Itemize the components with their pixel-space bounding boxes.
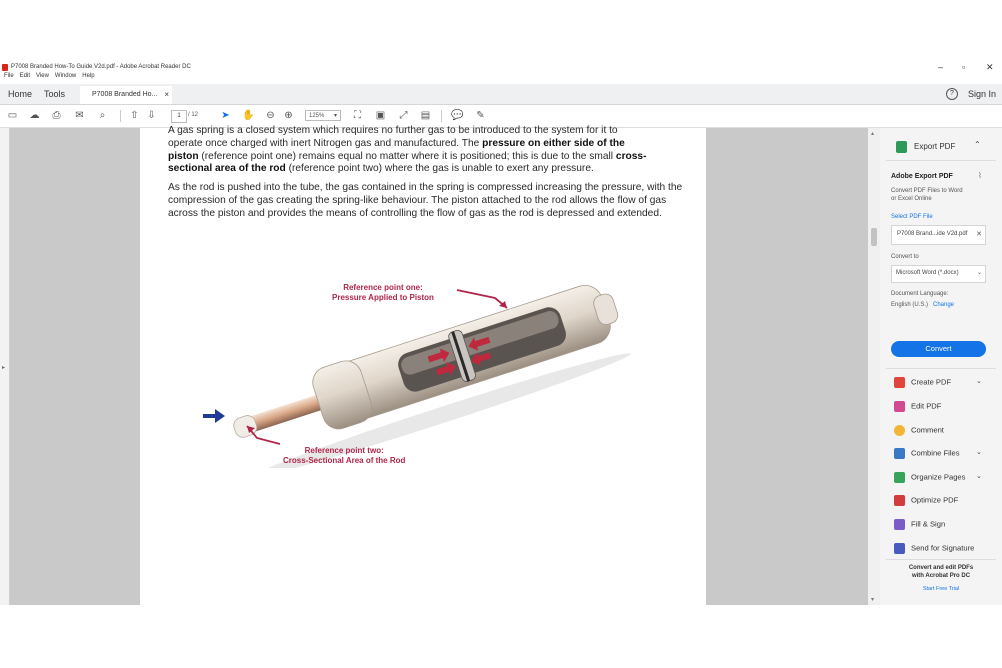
para1-bold4: sectional area of the rod — [168, 163, 286, 175]
tool-fill-sign[interactable] — [894, 519, 945, 530]
document-language-value: English (U.S.) — [891, 302, 929, 308]
chevron-down-icon: ⌄ — [976, 270, 982, 276]
menu-file[interactable]: File — [4, 73, 14, 79]
page-total: / 12 — [188, 112, 199, 118]
export-desc-2: or Excel Online — [891, 196, 932, 202]
document-language-label: Document Language: — [891, 291, 949, 297]
next-page-icon[interactable]: ⇩ — [147, 110, 156, 121]
comment-icon[interactable]: 💬 — [451, 110, 464, 121]
callout-1-arrow — [457, 290, 507, 308]
push-direction-arrow — [203, 409, 225, 423]
export-pdf-icon — [896, 141, 907, 153]
create-pdf-icon — [894, 377, 905, 388]
tool-send-for-signature[interactable] — [894, 543, 974, 554]
edit-pdf-icon — [894, 401, 905, 412]
full-screen-icon[interactable]: ⤢ — [399, 110, 408, 121]
promo-line-2: with Acrobat Pro DC — [911, 573, 971, 579]
acrobat-app-icon — [2, 64, 8, 71]
toolbar-divider — [441, 110, 442, 122]
tab-home[interactable]: Home — [8, 89, 33, 99]
save-icon[interactable]: ▭ — [7, 110, 18, 121]
promo-line-1: Convert and edit PDFs — [908, 565, 974, 571]
document-tab-label: P7008 Branded Ho... — [92, 91, 158, 98]
email-icon[interactable]: ✉ — [75, 110, 84, 121]
vertical-scrollbar[interactable] — [868, 128, 880, 605]
callout1-line1: Reference point one: — [343, 283, 423, 292]
callout1-line2: Pressure Applied to Piston — [332, 293, 434, 302]
combine-files-icon — [894, 448, 905, 459]
previous-page-icon[interactable]: ⇧ — [130, 110, 139, 121]
tool-label: Create PDF — [911, 377, 952, 387]
pen-icon[interactable]: ✎ — [476, 110, 485, 121]
search-icon[interactable]: ⌕ — [99, 110, 106, 121]
menu-help[interactable]: Help — [82, 73, 95, 79]
menu-edit[interactable]: Edit — [19, 73, 31, 79]
print-icon[interactable]: ⎙ — [52, 110, 61, 121]
tool-edit-pdf[interactable] — [894, 401, 941, 412]
comment-icon — [894, 425, 905, 436]
para1-bold2: piston — [168, 150, 199, 162]
tool-label: Combine Files — [911, 448, 960, 458]
zoom-out-icon[interactable]: ⊖ — [266, 110, 275, 121]
minimize-button[interactable]: – — [938, 62, 944, 72]
sign-in-link[interactable]: Sign In — [968, 89, 997, 99]
page-display-icon[interactable]: ▤ — [420, 110, 431, 121]
left-pane-toggle[interactable] — [0, 128, 10, 605]
paragraph-2: As the rod is pushed into the tube, the gas contained in the spring is compressed increasing the pressure, with the compression of the gas creating the spring-like behaviour. The piston attached to the rod allows the flow of gas across the piston and provides the means of controlling the flow of gas as the rod is depressed and extended. — [168, 182, 683, 219]
zoom-level-select[interactable] — [305, 110, 341, 121]
para1-line3: (reference point one) remains equal no matter where it is positioned; this is due to the small — [198, 150, 616, 162]
convert-to-select[interactable] — [891, 265, 986, 283]
select-cursor-icon[interactable]: ➤ — [221, 110, 230, 121]
scroll-down-icon[interactable]: ▾ — [871, 597, 875, 603]
remove-file-icon[interactable]: ✕ — [976, 231, 982, 238]
hand-tool-icon[interactable]: ✋ — [242, 110, 255, 121]
cloud-upload-icon[interactable]: ☁ — [29, 110, 40, 121]
tab-document[interactable] — [80, 86, 172, 104]
callout-reference-point-two — [283, 446, 405, 466]
convert-button[interactable]: Convert — [891, 341, 986, 357]
tool-label: Edit PDF — [911, 401, 942, 411]
selected-file-name: P7008 Brand...ide V2d.pdf — [897, 231, 968, 237]
tool-label: Send for Signature — [911, 543, 975, 553]
tool-label: Fill & Sign — [911, 519, 946, 529]
menu-bar — [0, 73, 1002, 83]
chevron-down-icon[interactable]: ⌄ — [976, 473, 982, 480]
toolbar-divider — [120, 110, 121, 122]
help-icon[interactable]: ? — [946, 88, 958, 100]
selected-file-field[interactable] — [891, 225, 986, 245]
scrollbar-thumb[interactable] — [871, 228, 877, 246]
chevron-right-icon[interactable]: ▸ — [2, 365, 6, 371]
organize-pages-icon — [894, 472, 905, 483]
optimize-pdf-icon — [894, 495, 905, 506]
export-title: Adobe Export PDF — [891, 173, 953, 180]
callout2-line1: Reference point two: — [304, 446, 384, 455]
tool-combine-files[interactable] — [894, 448, 982, 459]
para1-bold1: pressure on either side of the — [482, 137, 625, 149]
tool-label: Optimize PDF — [911, 495, 959, 505]
zoom-in-icon[interactable]: ⊕ — [284, 110, 293, 121]
chevron-down-icon: ▾ — [333, 113, 337, 119]
tool-comment[interactable] — [894, 425, 944, 436]
send-for-signature-icon — [894, 543, 905, 554]
start-free-trial-link[interactable]: Start Free Trial — [922, 586, 960, 592]
divider — [886, 368, 996, 369]
select-pdf-file-link[interactable]: Select PDF File — [891, 214, 933, 220]
close-tab-button[interactable]: × — [164, 90, 169, 99]
para1-line2: operate once charged with inert Nitrogen gas and manufactured. The — [168, 137, 483, 149]
chevron-down-icon[interactable]: ⌄ — [976, 449, 982, 456]
tool-label: Organize Pages — [911, 472, 966, 482]
maximize-button[interactable]: ▫ — [962, 62, 966, 72]
convert-to-label: Convert to — [891, 254, 919, 260]
pdf-page — [140, 125, 706, 605]
chevron-down-icon[interactable]: ⌄ — [976, 378, 982, 385]
callout2-line2: Cross-Sectional Area of the Rod — [283, 456, 406, 465]
tool-organize-pages[interactable] — [894, 472, 982, 483]
tool-label: Comment — [911, 425, 944, 435]
divider — [886, 559, 996, 560]
chevron-up-icon[interactable]: ⌃ — [974, 140, 981, 149]
zoom-value: 125% — [309, 113, 325, 119]
title-bar — [0, 62, 1002, 73]
convert-to-value: Microsoft Word (*.docx) — [896, 270, 959, 276]
fill-sign-icon — [894, 519, 905, 530]
divider — [886, 160, 996, 161]
export-desc-1: Convert PDF Files to Word — [891, 188, 963, 194]
scroll-mode-icon[interactable]: ▣ — [375, 110, 386, 121]
scroll-up-icon[interactable]: ▴ — [871, 131, 875, 137]
window-title: P7008 Branded How-To Guide V2d.pdf - Adobe Acrobat Reader DC — [11, 64, 191, 70]
para1-bold3: cross- — [615, 150, 647, 162]
menu-window[interactable]: Window — [54, 73, 77, 79]
para1-line1: A gas spring is a closed system which requires no further gas to be introduced to the system for it to — [168, 125, 618, 136]
attachment-icon: ⌇ — [978, 171, 982, 180]
paragraph-1 — [168, 125, 683, 176]
para1-line4: (reference point two) where the gas is unable to exert any pressure. — [285, 163, 594, 175]
tool-optimize-pdf[interactable] — [894, 495, 958, 506]
fit-page-icon[interactable]: ⛶ — [354, 110, 361, 121]
callout-reference-point-one — [332, 283, 434, 303]
page-number-input[interactable]: 1 — [171, 110, 187, 123]
tool-create-pdf[interactable] — [894, 377, 982, 388]
right-tools-panel — [880, 128, 1002, 605]
change-language-link[interactable]: Change — [933, 302, 955, 308]
tab-tools[interactable]: Tools — [44, 89, 66, 99]
tab-bar — [0, 84, 1002, 105]
close-window-button[interactable]: ✕ — [986, 62, 994, 72]
export-pdf-header[interactable]: Export PDF — [914, 142, 956, 151]
menu-view[interactable]: View — [36, 73, 49, 79]
